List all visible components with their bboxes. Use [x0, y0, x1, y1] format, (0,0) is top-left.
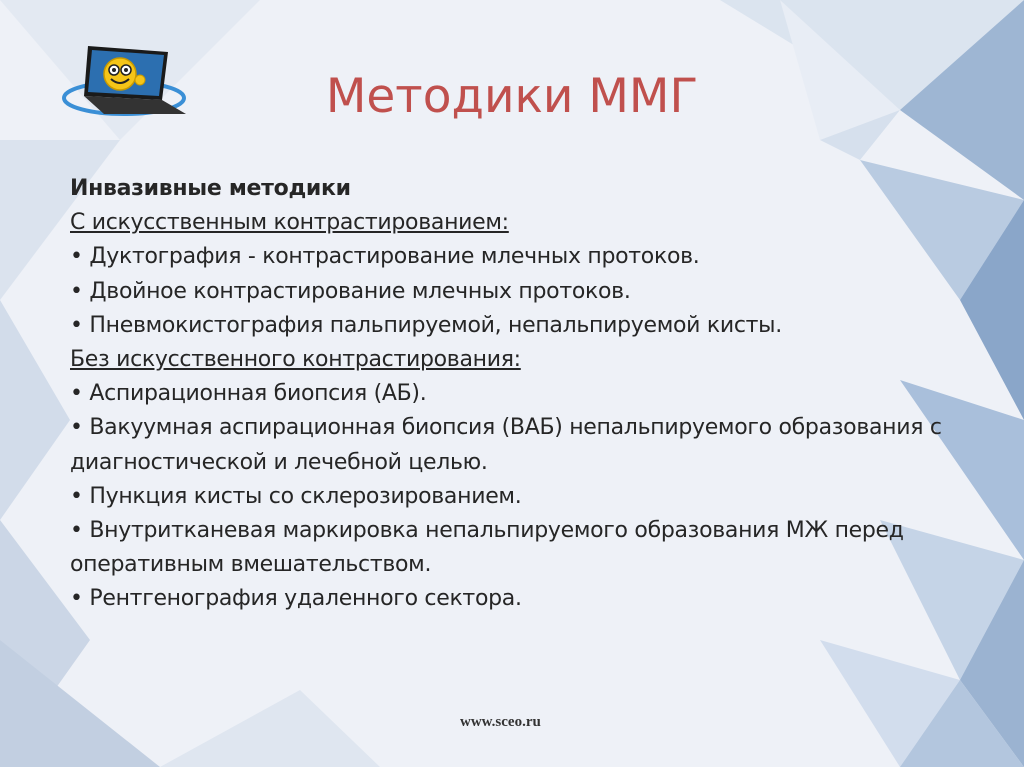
list-item-text: Пункция кисты со склерозированием. — [89, 483, 522, 509]
bullet-marker: • — [70, 586, 83, 612]
list-item — [70, 275, 950, 309]
list-item-text: Вакуумная аспирационная биопсия (ВАБ) непальпируемого образования с диагностической и лечебной целью. — [70, 415, 942, 475]
list-item — [70, 411, 950, 479]
slide-content — [70, 172, 950, 617]
list-item-text: Дуктография - контрастирование млечных протоков. — [89, 244, 700, 270]
list-item-text: Двойное контрастирование млечных протоков. — [89, 278, 631, 304]
list-item-text: Рентгенография удаленного сектора. — [89, 586, 522, 612]
list-item — [70, 582, 950, 616]
group-label-without-contrast — [70, 343, 950, 377]
list-item — [70, 480, 950, 514]
bullet-marker: • — [70, 312, 83, 338]
list-item-text: Пневмокистография пальпируемой, непальпируемой кисты. — [89, 312, 782, 338]
section-heading: Инвазивные методики — [70, 176, 351, 201]
list-item-text: Внутритканевая маркировка непальпируемого образования МЖ перед оперативным вмешательством. — [70, 518, 904, 578]
bullet-marker: • — [70, 415, 83, 441]
group-label-with-contrast — [70, 206, 950, 240]
footer-url: www.sceo.ru — [460, 714, 541, 730]
bullet-marker: • — [70, 381, 83, 407]
list-item — [70, 514, 950, 582]
group-label-text: С искусственным контрастированием: — [70, 210, 509, 236]
group-label-text: Без искусственного контрастирования: — [70, 347, 521, 373]
list-item — [70, 309, 950, 343]
bullet-marker: • — [70, 483, 83, 509]
list-item — [70, 240, 950, 274]
list-item — [70, 377, 950, 411]
bullet-marker: • — [70, 278, 83, 304]
bullet-marker: • — [70, 518, 83, 544]
list-item-text: Аспирационная биопсия (АБ). — [89, 381, 427, 407]
slide-title: Методики ММГ — [325, 69, 699, 124]
bullet-marker: • — [70, 244, 83, 270]
